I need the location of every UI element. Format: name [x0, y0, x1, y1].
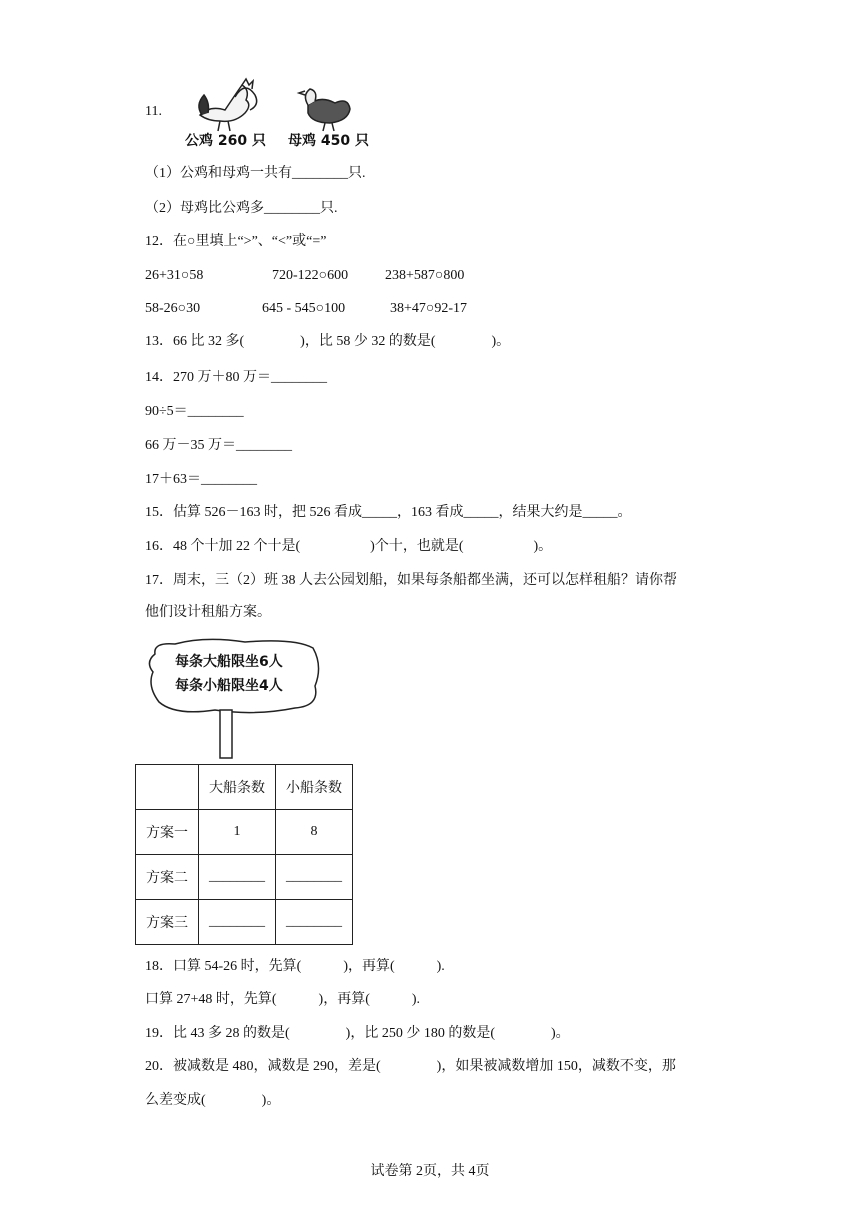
rooster-icon: [199, 79, 257, 131]
q11-sub1: （1）公鸡和母鸡一共有________只.: [145, 166, 366, 181]
table-header-cell: [136, 765, 199, 810]
q12-r1c2: 720-122○600: [272, 268, 349, 283]
table-cell: 8: [276, 810, 353, 855]
table-cell: ________: [276, 855, 353, 900]
table-cell: 方案一: [136, 810, 199, 855]
sign-board-picture: [145, 636, 325, 761]
table-row: [136, 900, 353, 945]
table-cell: ________: [276, 900, 353, 945]
table-header-row: [136, 765, 353, 810]
hen-label: 母鸡 450 只: [288, 133, 369, 149]
table-cell: ________: [199, 900, 276, 945]
page-footer: 试卷第 2页，共 4页: [370, 1164, 490, 1179]
table-cell: 方案三: [136, 900, 199, 945]
table-row: [136, 855, 353, 900]
q16: 16．48 个十加 22 个十是( )个十，也就是( )。: [145, 539, 553, 554]
table-header-cell: 大船条数: [199, 765, 276, 810]
hen-icon: [299, 89, 350, 131]
q14-line1: 14．270 万＋80 万＝________: [145, 370, 327, 385]
sign-post: [220, 710, 232, 758]
q20-line2: 么差变成( )。: [145, 1093, 281, 1108]
rooster-label: 公鸡 260 只: [185, 133, 266, 149]
q11-number: 11.: [145, 104, 162, 119]
q17-line1: 17．周末，三（2）班 38 人去公园划船，如果每条船都坐满，还可以怎样租船？请你帮: [145, 573, 677, 588]
q12-r1c3: 238+587○800: [385, 268, 465, 283]
table-cell: ________: [199, 855, 276, 900]
table-header-cell: 小船条数: [276, 765, 353, 810]
q18-line1: 18．口算 54-26 时，先算( )，再算( ).: [145, 959, 445, 974]
q14-line2: 90÷5＝________: [145, 404, 244, 419]
q12-r2c1: 58-26○30: [145, 301, 201, 316]
q12-r2c3: 38+47○92-17: [390, 301, 468, 316]
q13: 13．66 比 32 多( )，比 58 少 32 的数是( )。: [145, 334, 511, 349]
table-row: [136, 810, 353, 855]
q14-line4: 17＋63＝________: [145, 472, 257, 487]
q14-line3: 66 万－35 万＝________: [145, 438, 292, 453]
sign-line1: 每条大船限坐6人: [175, 654, 283, 670]
q18-line2: 口算 27+48 时，先算( )，再算( ).: [145, 992, 421, 1007]
q12-r2c2: 645 - 545○100: [262, 301, 346, 316]
q20-line1: 20．被减数是 480，减数是 290，差是( )，如果被减数增加 150，减数不变，那: [145, 1059, 676, 1074]
q17-line2: 他们设计租船方案。: [145, 605, 271, 620]
rooster-hen-picture: [180, 75, 370, 150]
sign-cloud-shape: [149, 639, 318, 712]
q12-title: 12．在○里填上“>”、“<”或“=”: [145, 234, 327, 249]
q11-sub2: （2）母鸡比公鸡多________只.: [145, 201, 338, 216]
rental-plan-table: [135, 764, 353, 945]
table-cell: 方案二: [136, 855, 199, 900]
q12-r1c1: 26+31○58: [145, 268, 204, 283]
chickens-illustration: [180, 75, 370, 150]
sign-line2: 每条小船限坐4人: [175, 678, 283, 694]
q15: 15．估算 526－163 时，把 526 看成_____，163 看成_____，结果大约是_____。: [145, 505, 632, 520]
boat-sign: [145, 636, 325, 761]
q19: 19．比 43 多 28 的数是( )，比 250 少 180 的数是( )。: [145, 1026, 570, 1041]
table-cell: 1: [199, 810, 276, 855]
